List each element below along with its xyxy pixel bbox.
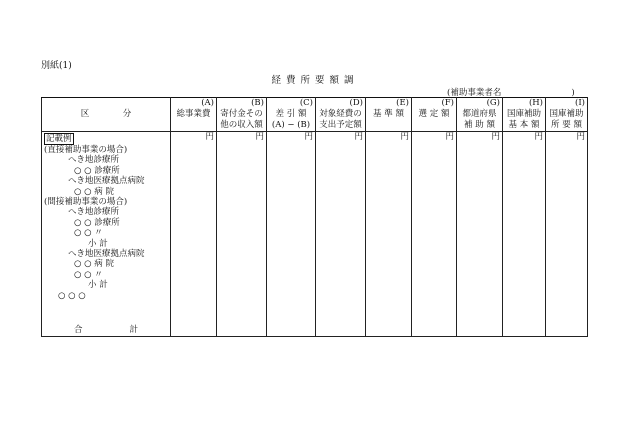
col-title-line1: 国庫補助 bbox=[503, 109, 546, 120]
unit-yen: 円 bbox=[503, 132, 546, 337]
header-row-line1 bbox=[42, 109, 588, 120]
list-item: へき地医療拠点病院 bbox=[68, 176, 145, 187]
unit-yen: 円 bbox=[457, 132, 503, 337]
col-letter: (G) bbox=[457, 98, 503, 110]
col-letter: (D) bbox=[316, 98, 366, 110]
list-item: ○ ○ 診療所 bbox=[74, 165, 120, 176]
applicant-suffix: ) bbox=[571, 88, 575, 98]
list-item: へき地診療所 bbox=[68, 155, 120, 166]
subtotal-label: 小 計 bbox=[88, 238, 108, 249]
kubun-list-cell bbox=[42, 132, 171, 337]
list-item: (直接補助事業の場合) bbox=[44, 145, 128, 155]
col-title-line1: 寄付金その bbox=[217, 109, 267, 120]
col-title-line1: 対象経費の bbox=[316, 109, 366, 120]
col-letter: (C) bbox=[267, 98, 316, 110]
total-char-2: 計 bbox=[129, 325, 138, 336]
col-title-line2 bbox=[366, 120, 412, 132]
col-letter: (A) bbox=[171, 98, 217, 110]
col-title-line1: 選 定 額 bbox=[412, 109, 457, 120]
unit-yen: 円 bbox=[267, 132, 316, 337]
header-row-line2 bbox=[42, 120, 588, 132]
total-label bbox=[44, 325, 168, 335]
list-item: ○ ○ 病 院 bbox=[74, 259, 114, 270]
col-title-line2: 所 要 額 bbox=[546, 120, 588, 132]
col-letter: (E) bbox=[366, 98, 412, 110]
document-title: 経費所要額調 bbox=[271, 75, 359, 86]
applicant-prefix: (補助事業者名 bbox=[447, 88, 502, 98]
kubun-cell bbox=[42, 98, 171, 110]
subtotal-label: 小 計 bbox=[88, 280, 108, 291]
col-title-line2: (A) − (B) bbox=[267, 120, 316, 132]
col-letter: (F) bbox=[412, 98, 457, 110]
col-title-line2 bbox=[171, 120, 217, 132]
col-title-line2: 他の収入額 bbox=[217, 120, 267, 132]
list-item: ○ ○ 〃 bbox=[74, 269, 103, 280]
total-char-1: 合 bbox=[74, 325, 83, 336]
expense-table bbox=[41, 97, 588, 337]
col-letter: (B) bbox=[217, 98, 267, 110]
unit-yen: 円 bbox=[316, 132, 366, 337]
list-item: ○ ○ 診療所 bbox=[74, 217, 120, 228]
unit-yen: 円 bbox=[412, 132, 457, 337]
example-label: 記載例 bbox=[46, 134, 72, 144]
col-title-line2: 支出予定額 bbox=[316, 120, 366, 132]
kubun-char-1: 区 bbox=[80, 109, 90, 119]
col-letter: (I) bbox=[546, 98, 588, 110]
col-title-line2 bbox=[412, 120, 457, 132]
list-item: ○ ○ ○ bbox=[58, 290, 86, 301]
col-title-line1: 都道府県 bbox=[457, 109, 503, 120]
unit-yen: 円 bbox=[171, 132, 217, 337]
col-title-line1: 国庫補助 bbox=[546, 109, 588, 120]
unit-yen: 円 bbox=[217, 132, 267, 337]
col-title-line1: 総事業費 bbox=[171, 109, 217, 120]
kubun-char-2: 分 bbox=[122, 109, 132, 119]
col-title-line1: 基 準 額 bbox=[366, 109, 412, 120]
kubun-header bbox=[42, 109, 171, 120]
attachment-label: 別紙(1) bbox=[41, 61, 72, 71]
list-item: へき地医療拠点病院 bbox=[68, 249, 145, 260]
col-title-line2: 補 助 額 bbox=[457, 120, 503, 132]
list-item: へき地診療所 bbox=[68, 207, 120, 218]
col-title-line2: 基 本 額 bbox=[503, 120, 546, 132]
list-item: ○ ○ 〃 bbox=[74, 228, 103, 239]
header-row-letters bbox=[42, 98, 588, 110]
col-letter: (H) bbox=[503, 98, 546, 110]
table-body-row bbox=[42, 132, 588, 337]
unit-yen: 円 bbox=[366, 132, 412, 337]
col-title-line1: 差 引 額 bbox=[267, 109, 316, 120]
list-item: (間接補助事業の場合) bbox=[44, 197, 128, 208]
list-item: ○ ○ 病 院 bbox=[74, 186, 114, 197]
unit-yen: 円 bbox=[546, 132, 588, 337]
kubun-cell bbox=[42, 120, 171, 132]
